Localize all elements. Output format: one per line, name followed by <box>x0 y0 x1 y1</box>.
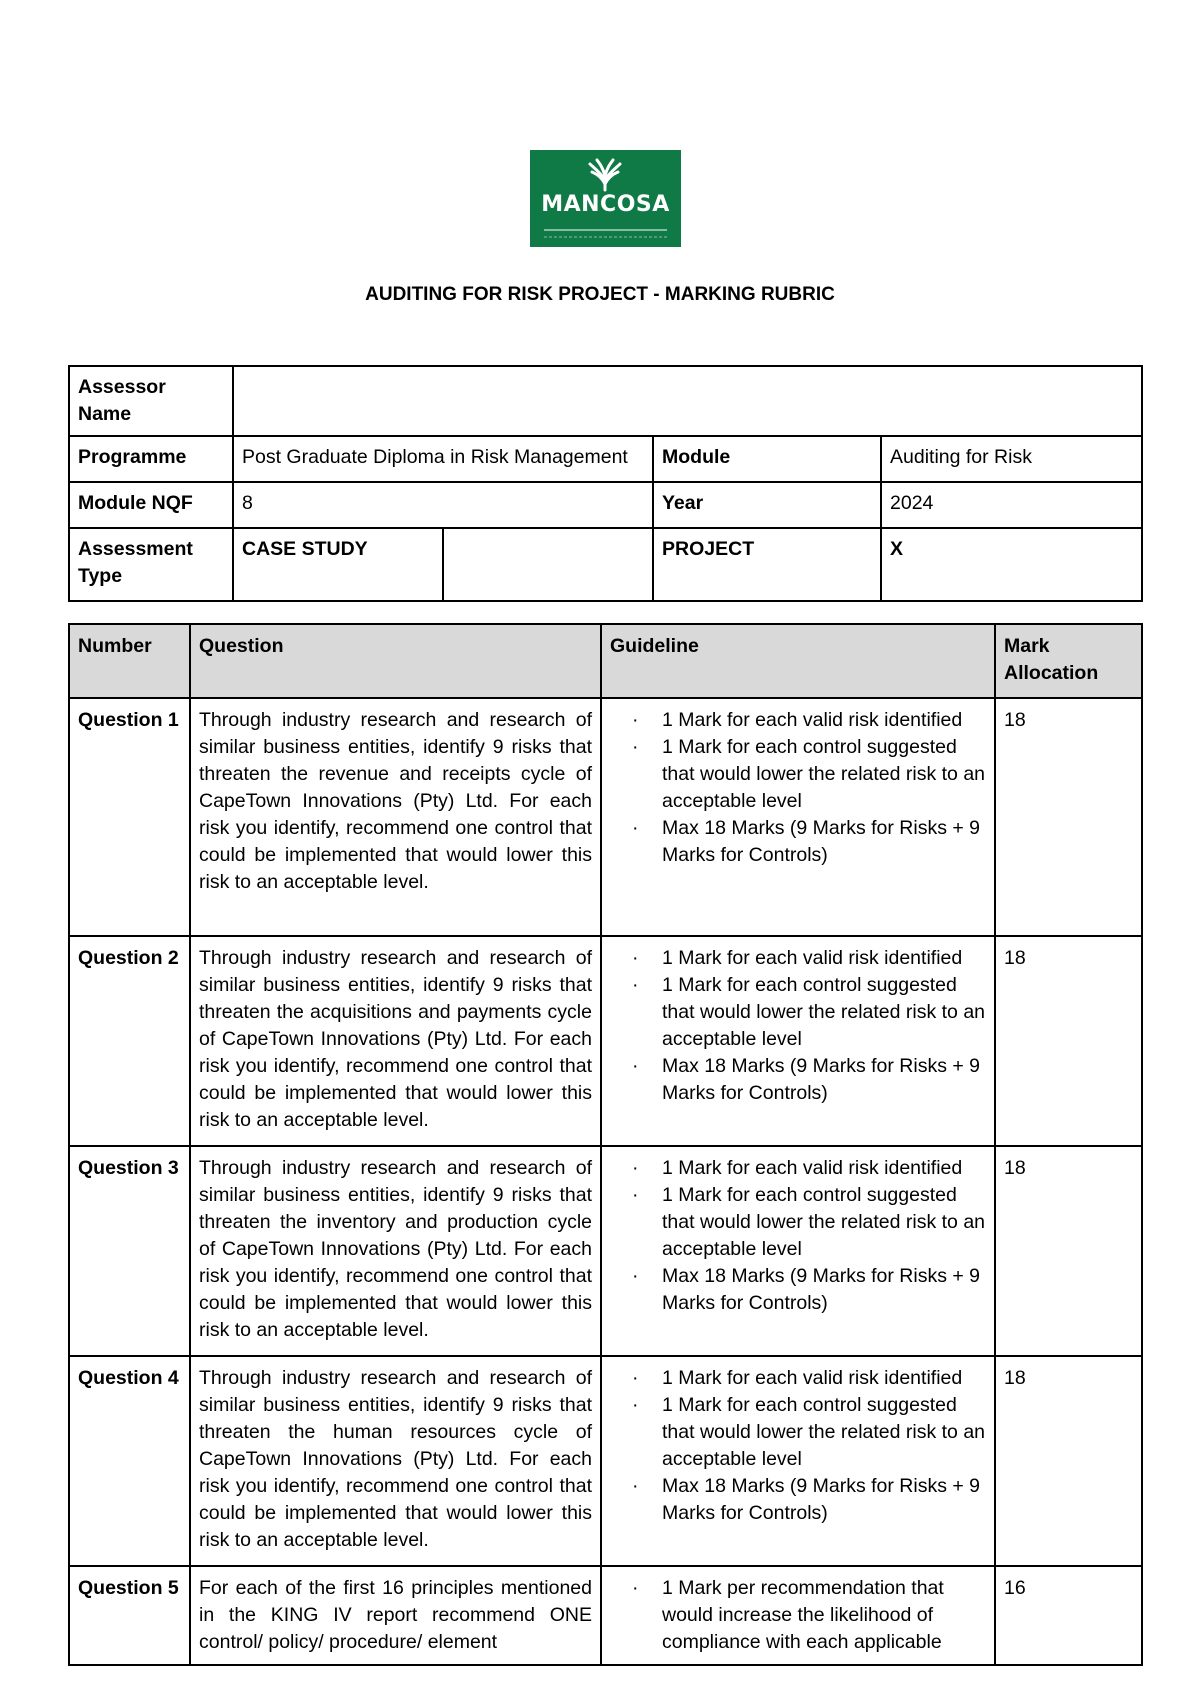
mark-allocation: 16 <box>995 1566 1142 1665</box>
guideline-item: · 1 Mark for each valid risk identified <box>662 1365 986 1392</box>
programme-value: Post Graduate Diploma in Risk Management <box>233 436 653 482</box>
table-row <box>69 1566 1142 1665</box>
guideline-item: · 1 Mark for each control suggested that would lower the related risk to an acceptable level <box>662 1182 986 1263</box>
guideline-item: · 1 Mark for each control suggested that would lower the related risk to an acceptable level <box>662 972 986 1053</box>
nqf-label: Module NQF <box>69 482 233 528</box>
nqf-value: 8 <box>233 482 653 528</box>
question-text: Through industry research and research of similar business entities, identify 9 risks that threaten the acquisitions and payments cycle of CapeTown Innovations (Pty) Ltd. For each risk you identify, recommend one control that could be implemented that would lower this risk to an acceptable level. <box>190 936 601 1146</box>
question-number: Question 4 <box>69 1356 190 1566</box>
guideline-item: · Max 18 Marks (9 Marks for Risks + 9 Marks for Controls) <box>662 1263 986 1317</box>
document-title: AUDITING FOR RISK PROJECT - MARKING RUBRIC <box>365 284 835 305</box>
logo-wordmark: MANCOSA <box>541 192 670 217</box>
case-study-label: CASE STUDY <box>233 528 443 601</box>
nqf-row <box>69 482 1142 528</box>
year-label: Year <box>653 482 881 528</box>
question-number: Question 5 <box>69 1566 190 1665</box>
mark-allocation: 18 <box>995 936 1142 1146</box>
header-number: Number <box>69 624 190 698</box>
guideline-item: · 1 Mark per recommendation that would increase the likelihood of compliance with each applicable <box>662 1575 986 1656</box>
table-row <box>69 1356 1142 1566</box>
guideline-item: · Max 18 Marks (9 Marks for Risks + 9 Marks for Controls) <box>662 815 986 869</box>
mark-allocation: 18 <box>995 698 1142 936</box>
question-text: Through industry research and research of similar business entities, identify 9 risks that threaten the inventory and production cycle of CapeTown Innovations (Pty) Ltd. For each risk you identify, recommend one control that could be implemented that would lower this risk to an acceptable level. <box>190 1146 601 1356</box>
question-number: Question 2 <box>69 936 190 1146</box>
guideline-item: · 1 Mark for each valid risk identified <box>662 945 986 972</box>
assessment-info-table <box>68 365 1143 602</box>
module-label: Module <box>653 436 881 482</box>
question-text: Through industry research and research of similar business entities, identify 9 risks that threaten the human resources cycle of CapeTown Innovations (Pty) Ltd. For each risk you identify, recommend one control that could be implemented that would lower this risk to an acceptable level. <box>190 1356 601 1566</box>
question-text: Through industry research and research of similar business entities, identify 9 risks that threaten the revenue and receipts cycle of CapeTown Innovations (Pty) Ltd. For each risk you identify, recommend one control that could be implemented that would lower this risk to an acceptable level. <box>190 698 601 936</box>
assessor-value <box>233 366 1142 436</box>
guideline-item: · Max 18 Marks (9 Marks for Risks + 9 Marks for Controls) <box>662 1473 986 1527</box>
guideline-item: · 1 Mark for each valid risk identified <box>662 707 986 734</box>
guideline-cell <box>601 1146 995 1356</box>
question-number: Question 3 <box>69 1146 190 1356</box>
question-number: Question 1 <box>69 698 190 936</box>
guideline-item: · Max 18 Marks (9 Marks for Risks + 9 Marks for Controls) <box>662 1053 986 1107</box>
programme-row <box>69 436 1142 482</box>
case-study-mark <box>443 528 653 601</box>
guideline-item: · 1 Mark for each valid risk identified <box>662 1155 986 1182</box>
guideline-cell <box>601 1356 995 1566</box>
marking-rubric-table <box>68 623 1143 1666</box>
assessor-label: Assessor Name <box>69 366 233 436</box>
table-row <box>69 936 1142 1146</box>
mark-allocation: 18 <box>995 1146 1142 1356</box>
module-value: Auditing for Risk <box>881 436 1142 482</box>
assessor-row <box>69 366 1142 436</box>
rubric-header-row <box>69 624 1142 698</box>
guideline-cell <box>601 936 995 1146</box>
header-question: Question <box>190 624 601 698</box>
guideline-item: · 1 Mark for each control suggested that would lower the related risk to an acceptable level <box>662 1392 986 1473</box>
mark-allocation: 18 <box>995 1356 1142 1566</box>
header-mark-allocation: Mark Allocation <box>995 624 1142 698</box>
year-value: 2024 <box>881 482 1142 528</box>
project-mark: X <box>881 528 1142 601</box>
programme-label: Programme <box>69 436 233 482</box>
table-row <box>69 698 1142 936</box>
guideline-cell <box>601 698 995 936</box>
guideline-cell <box>601 1566 995 1665</box>
mancosa-logo <box>530 150 681 247</box>
project-label: PROJECT <box>653 528 881 601</box>
header-guideline: Guideline <box>601 624 995 698</box>
assessment-type-label: Assessment Type <box>69 528 233 601</box>
question-text: For each of the first 16 principles mentioned in the KING IV report recommend ONE control/ policy/ procedure/ element <box>190 1566 601 1665</box>
table-row <box>69 1146 1142 1356</box>
guideline-item: · 1 Mark for each control suggested that would lower the related risk to an acceptable level <box>662 734 986 815</box>
assessment-type-row <box>69 528 1142 601</box>
